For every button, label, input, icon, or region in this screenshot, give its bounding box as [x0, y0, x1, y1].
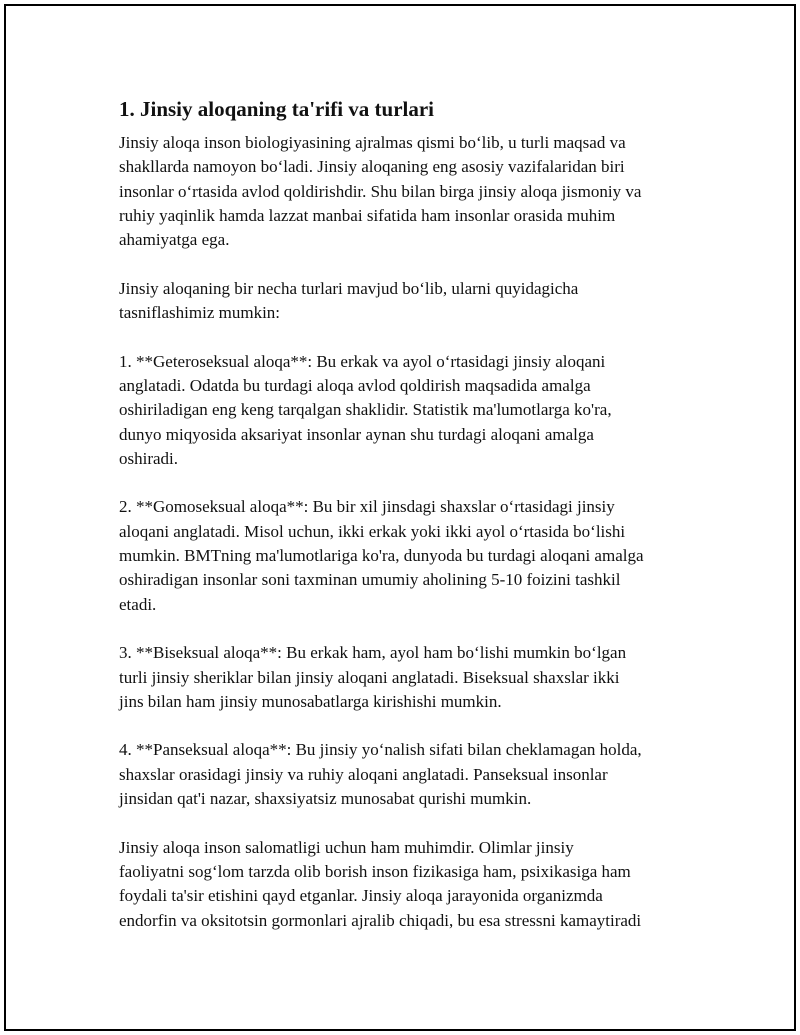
paragraph-health — [119, 836, 719, 933]
text-line: foydali ta'sir etishini qayd etganlar. Jinsiy aloqa jarayonida organizmda — [119, 886, 603, 906]
text-line: mumkin. BMTning ma'lumotlariga ko'ra, dunyoda bu turdagi aloqani amalga — [119, 546, 644, 566]
text-line: oshiradigan insonlar soni taxminan umumiy aholining 5-10 foizini tashkil — [119, 570, 621, 590]
page-frame — [4, 4, 796, 1031]
text-line: Jinsiy aloqa inson salomatligi uchun ham muhimdir. Olimlar jinsiy — [119, 837, 574, 857]
page-content — [119, 96, 719, 957]
paragraph-type-3 — [119, 641, 719, 714]
text-line: oshiriladigan eng keng tarqalgan shaklidir. Statistik ma'lumotlarga ko'ra, — [119, 400, 612, 420]
text-line: turli jinsiy sheriklar bilan jinsiy aloqani anglatadi. Biseksual shaxslar ikki — [119, 667, 620, 687]
paragraph-type-4 — [119, 738, 719, 811]
text-line: jinsidan qat'i nazar, shaxsiyatsiz munosabat qurishi mumkin. — [119, 789, 532, 809]
text-line: endorfin va oksitotsin gormonlari ajralib chiqadi, bu esa stressni kamaytiradi — [119, 910, 642, 930]
text-line: tasniflashimiz mumkin: — [119, 303, 281, 323]
text-line: faoliyatni sog‘lom tarzda olib borish inson fizikasiga ham, psixikasiga ham — [119, 861, 631, 881]
text-line: shaxslar orasidagi jinsiy va ruhiy aloqani anglatadi. Panseksual insonlar — [119, 764, 608, 784]
text-line: ruhiy yaqinlik hamda lazzat manbai sifatida ham insonlar orasida muhim — [119, 205, 616, 225]
section-heading: 1. Jinsiy aloqaning ta'rifi va turlari — [119, 97, 435, 121]
text-line: Jinsiy aloqa inson biologiyasining ajralmas qismi bo‘lib, u turli maqsad va — [119, 133, 626, 152]
paragraph-types-intro — [119, 277, 719, 326]
text-line: oshiradi. — [119, 448, 179, 468]
text-line: 2. **Gomoseksual aloqa**: Bu bir xil jinsdagi shaxslar o‘rtasidagi jinsiy — [119, 497, 615, 517]
text-line: shakllarda namoyon bo‘ladi. Jinsiy aloqaning eng asosiy vazifalaridan biri — [119, 157, 625, 177]
text-line: 1. **Geteroseksual aloqa**: Bu erkak va ayol o‘rtasidagi jinsiy aloqani — [119, 351, 606, 371]
text-line: 4. **Panseksual aloqa**: Bu jinsiy yo‘nalish sifati bilan cheklamagan holda, — [119, 740, 642, 760]
text-line: dunyo miqyosida aksariyat insonlar aynan shu turdagi aloqani amalga — [119, 424, 594, 444]
paragraph-type-1 — [119, 350, 719, 471]
text-line: ahamiyatga ega. — [119, 230, 230, 250]
text-line: 3. **Biseksual aloqa**: Bu erkak ham, ayol ham bo‘lishi mumkin bo‘lgan — [119, 643, 627, 663]
text-line: etadi. — [119, 594, 157, 614]
text-line: aloqani anglatadi. Misol uchun, ikki erkak yoki ikki ayol o‘rtasida bo‘lishi — [119, 521, 626, 541]
paragraph-intro — [119, 131, 719, 252]
paragraph-type-2 — [119, 495, 719, 616]
text-line: jins bilan ham jinsiy munosabatlarga kirishishi mumkin. — [119, 691, 502, 711]
text-line: Jinsiy aloqaning bir necha turlari mavjud bo‘lib, ularni quyidagicha — [119, 278, 579, 298]
text-line: insonlar o‘rtasida avlod qoldirishdir. Shu bilan birga jinsiy aloqa jismoniy va — [119, 181, 642, 201]
text-line: anglatadi. Odatda bu turdagi aloqa avlod qoldirish maqsadida amalga — [119, 375, 591, 395]
